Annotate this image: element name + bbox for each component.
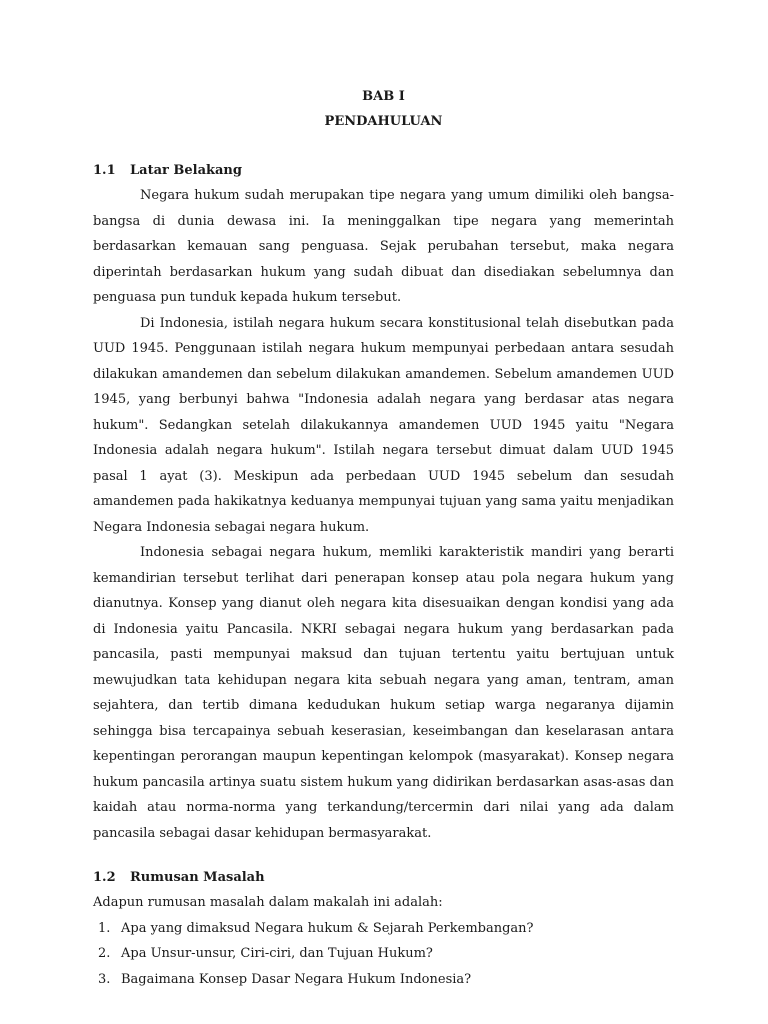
paragraph: Di Indonesia, istilah negara hukum secara konstitusional telah disebutkan pada UUD 1945. Penggunaan istilah negara hukum mempunyai perbedaan antara sesudah dilakukan amandemen dan sebelum dilakukan amandemen. Sebelum amandemen UUD 1945, yang berbunyi bahwa "Indonesia adalah negara yang berdasar atas negara hukum". Sedangkan setelah dilakukannya amandemen UUD 1945 yaitu "Negara Indonesia adalah negara hukum". Istilah negara tersebut dimuat dalam UUD 1945 pasal 1 ayat (3). Meskipun ada perbedaan UUD 1945 sebelum dan sesudah amandemen pada hakikatnya keduanya mempunyai tujuan yang sama yaitu menjadikan Negara Indonesia sebagai negara hukum. xyxy=(93,315,674,535)
paragraph: Negara hukum sudah merupakan tipe negara yang umum dimiliki oleh bangsa-bangsa di dunia dewasa ini. Ia meninggalkan tipe negara yang memerintah berdasarkan kemauan sang penguasa. Sejak perubahan tersebut, maka negara diperintah berdasarkan hukum yang sudah dibuat dan disediakan sebelumnya dan penguasa pun tunduk kepada hukum tersebut. xyxy=(93,188,674,305)
section-title: Latar Belakang xyxy=(130,163,242,178)
section-number: 1.2 xyxy=(93,870,116,885)
list-number: 2. xyxy=(98,946,111,961)
list-text: Apa Unsur-unsur, Ciri-ciri, dan Tujuan Hukum? xyxy=(121,946,433,961)
list-number: 1. xyxy=(98,920,111,936)
section-number: 1.1 xyxy=(93,163,116,178)
list-text: Apa yang dimaksud Negara hukum & Sejarah Perkembangan? xyxy=(121,920,534,936)
section-heading-rumusan-masalah xyxy=(93,865,674,890)
list-intro: Adapun rumusan masalah dalam makalah ini adalah: xyxy=(93,895,443,910)
section-title: Rumusan Masalah xyxy=(130,870,265,885)
list-text: Bagaimana Konsep Dasar Negara Hukum Indonesia? xyxy=(121,971,472,987)
section-heading-latar-belakang xyxy=(93,158,674,183)
document-page xyxy=(93,84,674,992)
list-item xyxy=(93,967,674,993)
list-number: 3. xyxy=(98,971,111,987)
chapter-title: PENDAHULUAN xyxy=(324,114,443,129)
list-item xyxy=(93,941,674,967)
list-item xyxy=(93,916,674,942)
paragraph: Indonesia sebagai negara hukum, memliki karakteristik mandiri yang berarti kemandirian tersebut terlihat dari penerapan konsep atau pola negara hukum yang dianutnya. Konsep yang dianut oleh negara kita disesuaikan dengan kondisi yang ada di Indonesia yaitu Pancasila. NKRI sebagai negara hukum yang berdasarkan pada pancasila, pasti mempunyai maksud dan tujuan tertentu yaitu bertujuan untuk mewujudkan tata kehidupan negara kita sebuah negara yang aman, tentram, aman sejahtera, dan tertib dimana kedudukan hukum setiap warga negaranya dijamin sehingga bisa tercapainya sebuah keserasian, keseimbangan dan keselarasan antara kepentingan perorangan maupun kepentingan kelompok (masyarakat). Konsep negara hukum pancasila artinya suatu sistem hukum yang didirikan berdasarkan asas-asas dan kaidah atau norma-norma yang terkandung/tercermin dari nilai yang ada dalam pancasila sebagai dasar kehidupan bermasyarakat. xyxy=(93,545,674,841)
chapter-label: BAB I xyxy=(362,89,405,104)
question-list xyxy=(93,916,674,993)
